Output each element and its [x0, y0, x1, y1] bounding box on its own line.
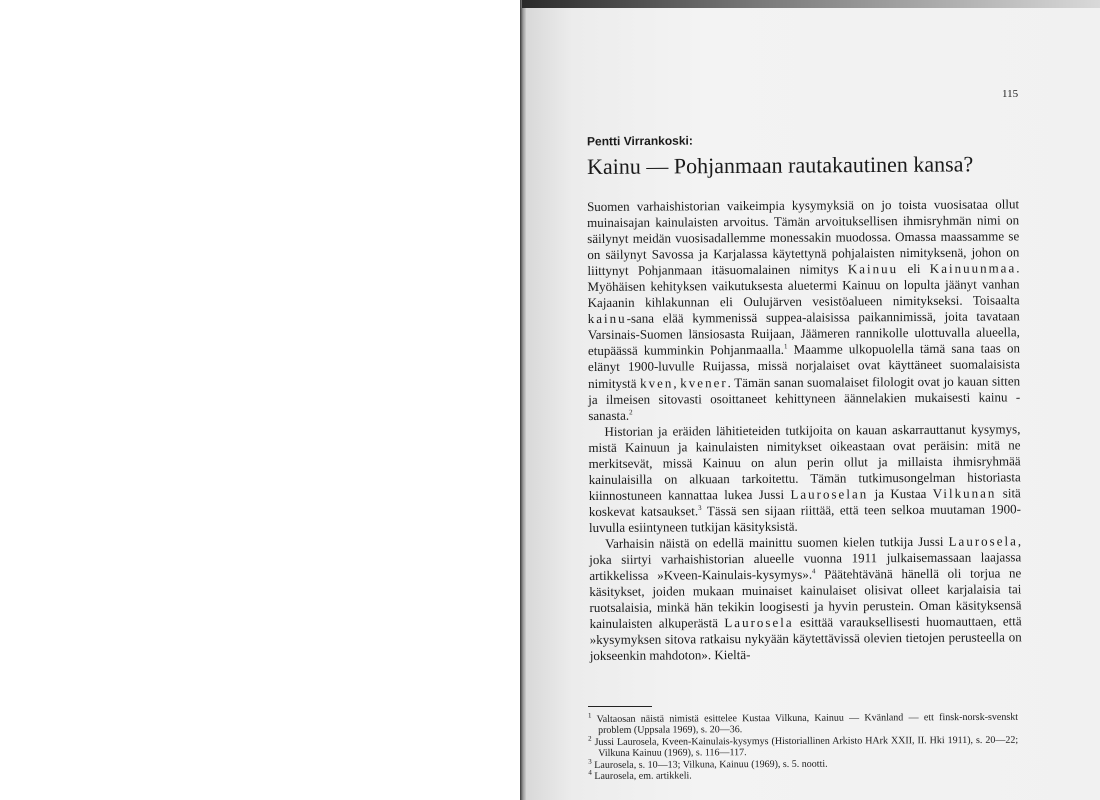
footnote-number: 2	[588, 734, 592, 743]
text-run: Vilkunan	[932, 485, 997, 501]
text-run: Laurosela	[724, 614, 794, 631]
text-run: , joka siirtyi varhaishistorian alueelle vuonna 1911 julkaisemassaan laajassa artikkelissa »Kveen-Kainulais-kysymys».	[589, 533, 1022, 584]
text-run: kainu	[587, 311, 627, 327]
footnote-text: Valtaosan näistä nimistä esittelee Kustaa Vilkuna, Kainuu — Kvänland — ett finsk-norsk-svenskt problem (Uppsala 1969), s. 20—36.	[591, 711, 1019, 737]
article-author: Pentti Virrankoski:	[586, 133, 693, 149]
text-run: kvener	[680, 374, 728, 390]
article-title: Kainu — Pohjanmaan rautakautinen kansa?	[587, 151, 974, 179]
footnote	[588, 735, 1018, 760]
footnote-text: Laurosela, s. 10—13; Vilkuna, Kainuu (1969), s. 5. nootti.	[591, 758, 828, 771]
text-run: Varhaisin näistä on edellä mainittu suomen kielen tutkija Jussi	[605, 533, 949, 551]
text-run: Laurosela	[948, 533, 1018, 549]
text-run: Historian ja eräiden lähitieteiden tutkijoita on kauan askarrauttanut kysymys, mistä Kainuun ja kainulaisten nimitykset oikeastaan ovat peräisin: mitä ne merkitsevät, missä Kainuu on alun perin ollut ja millaista ihmisryhmää kainulaisilla on alkuaan tarkoitettu. Tämän tutkimusongelman historiasta kiinnostuneen kannattaa lukea Jussi	[588, 421, 1021, 503]
text-run: Kainuu	[847, 261, 899, 277]
footnote-ref: 4	[812, 567, 816, 576]
text-run: ja Kustaa	[868, 485, 933, 502]
footnote-divider	[588, 706, 652, 707]
footnote-ref: 1	[783, 342, 788, 351]
text-run: -sana elää kymmenissä suppea-alaisissa paikannimissä, joita tavataan Varsinais-Suomen länsiosasta Ruijaan, Jäämeren rannikolle ulottuvalla alueella, etupäässä kumminkin Pohjanmaalla.	[587, 308, 1020, 359]
text-run: Tässä sen sijaan riittää, että teen selkoa muutaman 1900-luvulla esiintyneen tutkijan käsityksistä.	[588, 501, 1021, 535]
body-paragraph	[587, 196, 1020, 423]
footnote-number: 1	[587, 711, 592, 720]
footnote-text: Laurosela, em. artikkeli.	[591, 770, 692, 783]
text-run: Päätehtävänä hänellä oli torjua ne käsitykset, joiden mukaan muinaiset kainulaiset olisivat olleet karjalaisia tai ruotsalaisia, minkä hän tekikin loogisesti ja hyvin perustein. Oman käsityksensä kainulaisten alkuperästä	[589, 565, 1022, 632]
body-paragraph	[588, 421, 1021, 536]
footnote-text: Jussi Laurosela, Kveen-Kainulais-kysymys (Historiallinen Arkisto HArk XXII, II. Hki 1911), s. 20—22; Vilkuna Kainuu (1969), s. 116—117.	[591, 734, 1019, 760]
footnote-ref: 3	[698, 503, 702, 512]
footnotes	[588, 712, 1018, 783]
footnote-ref: 2	[629, 408, 633, 417]
text-run: Maamme ulkopuolella tämä sana taas on elänyt 1900-luvulle Ruijassa, missä norjalaiset ovat käyttäneet suomalaisista nimitystä	[587, 340, 1021, 391]
footnote-number: 3	[588, 757, 592, 766]
footnote-number: 4	[588, 768, 592, 777]
article-body	[587, 196, 1022, 664]
page-number: 115	[1002, 88, 1019, 100]
text-run: eli	[898, 261, 930, 277]
text-run: Suomen varhaishistorian vaikeimpia kysymyksiä on jo toista vuosisataa ollut muinaisajan kainulaisten arvoitus. Tämän arvoituksellisen ihmisryhmän nimi on säilynyt meidän vuosisadallemme monessakin muodossa. Omassa maassamme se on säilynyt Savossa ja Karjalassa käytettynä pohjalaisten nimityksenä, johon on liittynyt Pohjanmaan itäsuomalainen nimitys	[587, 196, 1020, 279]
scan-edge-strip	[522, 0, 1100, 8]
body-paragraph	[589, 533, 1022, 664]
text-run: esittää varauksellisesti huomauttaen, että »kysymyksen sitova ratkaisu nykyään käytettävissä olevien tietojen perusteella on jokseenkin mahdoton». Kieltä-	[589, 613, 1022, 664]
text-run: Kainuunmaa	[929, 260, 1017, 277]
footnote	[588, 769, 1018, 783]
text-run: Lauroselan	[790, 486, 869, 502]
text-run: ,	[673, 374, 681, 390]
text-run: . Tämän sanan suomalaiset filologit ovat jo kauan sitten ja ilmeisen sitovasti osoittaneet kehittyneen äännelakien mukaisesti kainu -sanasta.	[588, 372, 1021, 423]
text-run: . Myöhäisen kehityksen vaikutuksesta aluetermi Kainuu on lopulta jäänyt vanhan Kajaanin kihlakunnan eli Oulujärven vesistöalueen nimitykseksi. Toisaalta	[587, 260, 1020, 311]
footnote	[588, 712, 1018, 737]
left-blank-page	[0, 0, 522, 800]
text-run: kven	[640, 374, 674, 391]
text-run: sitä koskevat katsaukset.	[588, 485, 1021, 519]
